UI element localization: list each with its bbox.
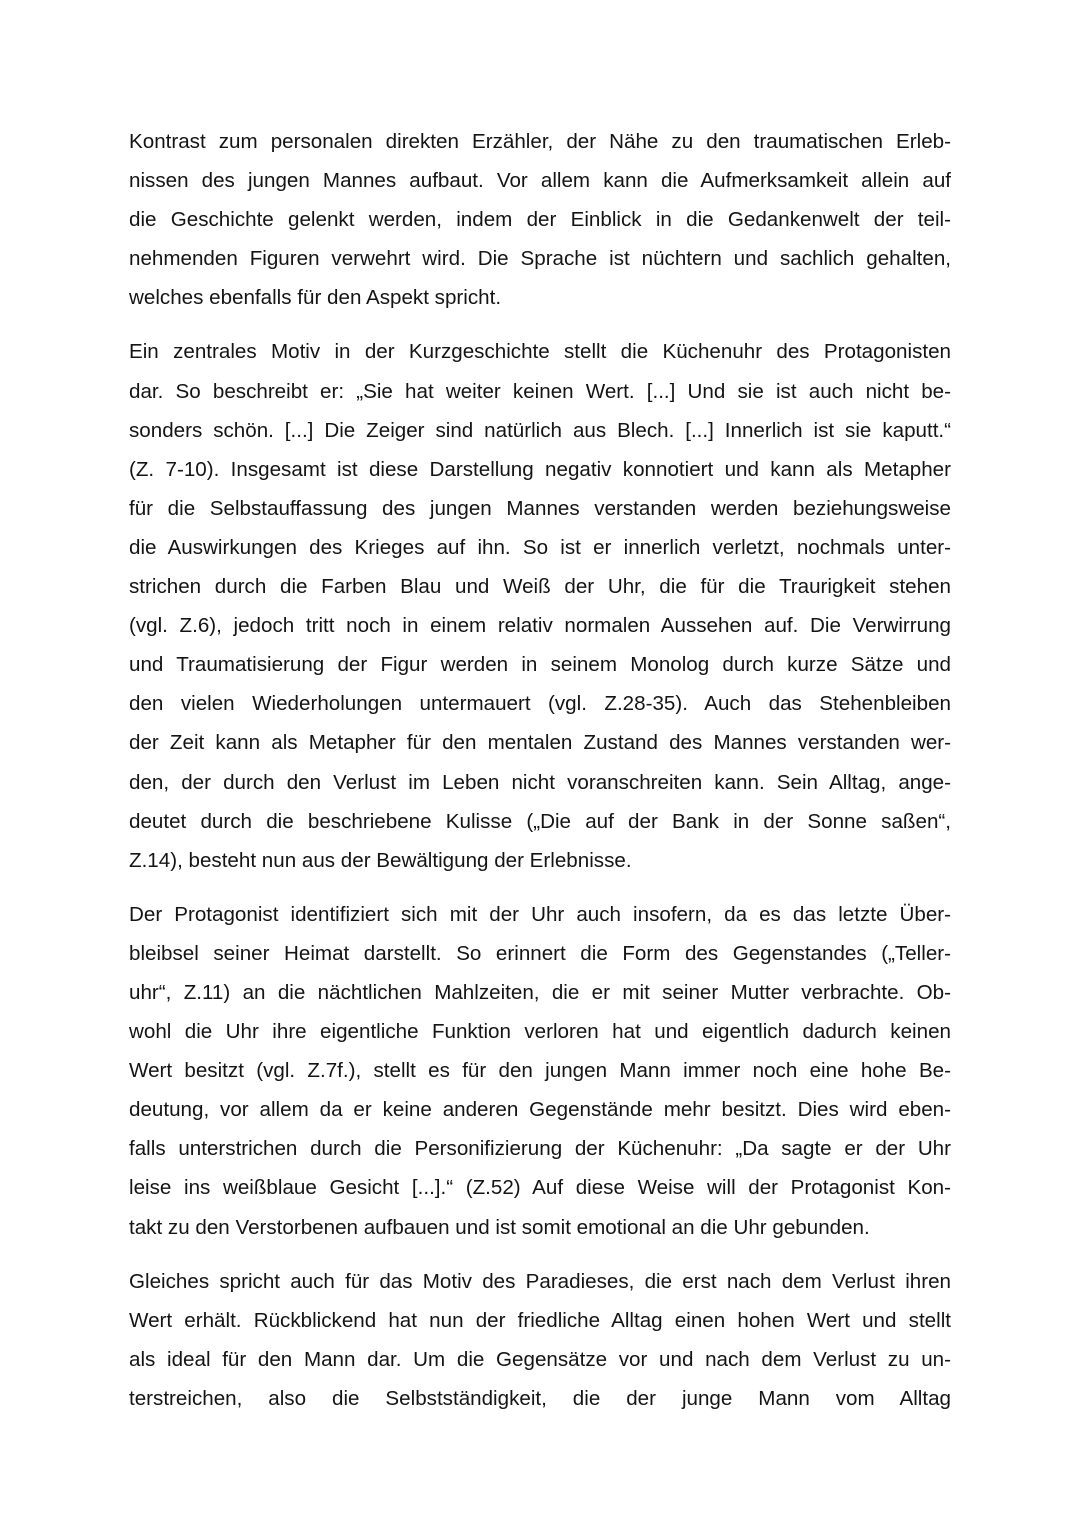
text-line: leise ins weißblaue Gesicht [...].“ (Z.52) Auf diese Weise will der Protagonist Kon- — [129, 1176, 951, 1200]
text-line: (Z. 7-10). Insgesamt ist diese Darstellung negativ konnotiert und kann als Metapher — [129, 457, 951, 481]
text-line: nehmenden Figuren verwehrt wird. Die Sprache ist nüchtern und sachlich gehalten, — [129, 247, 951, 271]
text-line: den vielen Wiederholungen untermauert (vgl. Z.28-35). Auch das Stehenbleiben — [129, 692, 951, 716]
text-line: (vgl. Z.6), jedoch tritt noch in einem relativ normalen Aussehen auf. Die Verwirrung — [129, 614, 951, 638]
text-line: bleibsel seiner Heimat darstellt. So erinnert die Form des Gegenstandes („Teller- — [129, 941, 951, 965]
paragraph-4 — [129, 1262, 951, 1418]
text-line: terstreichen, also die Selbstständigkeit, die der junge Mann vom Alltag — [129, 1386, 951, 1410]
text-line: nissen des jungen Mannes aufbaut. Vor allem kann die Aufmerksamkeit allein auf — [129, 169, 951, 193]
text-line: den, der durch den Verlust im Leben nicht voranschreiten kann. Sein Alltag, ange- — [129, 770, 951, 794]
document-body — [129, 122, 951, 1433]
text-line: deutet durch die beschriebene Kulisse („Die auf der Bank in der Sonne saßen“, — [129, 809, 951, 833]
text-line: Der Protagonist identifiziert sich mit der Uhr auch insofern, da es das letzte Über- — [129, 902, 951, 926]
text-line: wohl die Uhr ihre eigentliche Funktion verloren hat und eigentlich dadurch keinen — [129, 1020, 951, 1044]
text-line: Kontrast zum personalen direkten Erzähler, der Nähe zu den traumatischen Erleb- — [129, 130, 951, 153]
text-line: falls unterstrichen durch die Personifizierung der Küchenuhr: „Da sagte er der Uhr — [129, 1137, 951, 1161]
text-line: die Auswirkungen des Krieges auf ihn. So ist er innerlich verletzt, nochmals unter- — [129, 535, 951, 559]
text-line: deutung, vor allem da er keine anderen Gegenstände mehr besitzt. Dies wird eben- — [129, 1098, 951, 1122]
text-line: Wert erhält. Rückblickend hat nun der friedliche Alltag einen hohen Wert und stellt — [129, 1308, 951, 1332]
text-line: strichen durch die Farben Blau und Weiß der Uhr, die für die Traurigkeit stehen — [129, 575, 951, 599]
paragraph-1 — [129, 122, 951, 317]
text-line: sonders schön. [...] Die Zeiger sind natürlich aus Blech. [...] Innerlich ist sie kaputt.“ — [129, 418, 951, 442]
text-line: Ein zentrales Motiv in der Kurzgeschichte stellt die Küchenuhr des Protagonisten — [129, 340, 951, 364]
text-line: welches ebenfalls für den Aspekt spricht. — [129, 286, 502, 310]
text-line: Z.14), besteht nun aus der Bewältigung der Erlebnisse. — [129, 848, 632, 872]
text-line: uhr“, Z.11) an die nächtlichen Mahlzeiten, die er mit seiner Mutter verbrachte. Ob- — [129, 980, 951, 1004]
paragraph-2 — [129, 332, 951, 879]
text-line: für die Selbstauffassung des jungen Mannes verstanden werden beziehungsweise — [129, 496, 951, 520]
text-line: Wert besitzt (vgl. Z.7f.), stellt es für den jungen Mann immer noch eine hohe Be- — [129, 1059, 951, 1083]
text-line: und Traumatisierung der Figur werden in seinem Monolog durch kurze Sätze und — [129, 653, 951, 677]
text-line: takt zu den Verstorbenen aufbauen und ist somit emotional an die Uhr gebunden. — [129, 1215, 870, 1239]
paragraph-3 — [129, 895, 951, 1247]
text-line: der Zeit kann als Metapher für den mentalen Zustand des Mannes verstanden wer- — [129, 731, 951, 755]
text-line: als ideal für den Mann dar. Um die Gegensätze vor und nach dem Verlust zu un- — [129, 1347, 951, 1371]
text-line: dar. So beschreibt er: „Sie hat weiter keinen Wert. [...] Und sie ist auch nicht be- — [129, 379, 951, 403]
text-line: die Geschichte gelenkt werden, indem der Einblick in die Gedankenwelt der teil- — [129, 208, 951, 232]
text-line: Gleiches spricht auch für das Motiv des Paradieses, die erst nach dem Verlust ihren — [129, 1269, 951, 1293]
